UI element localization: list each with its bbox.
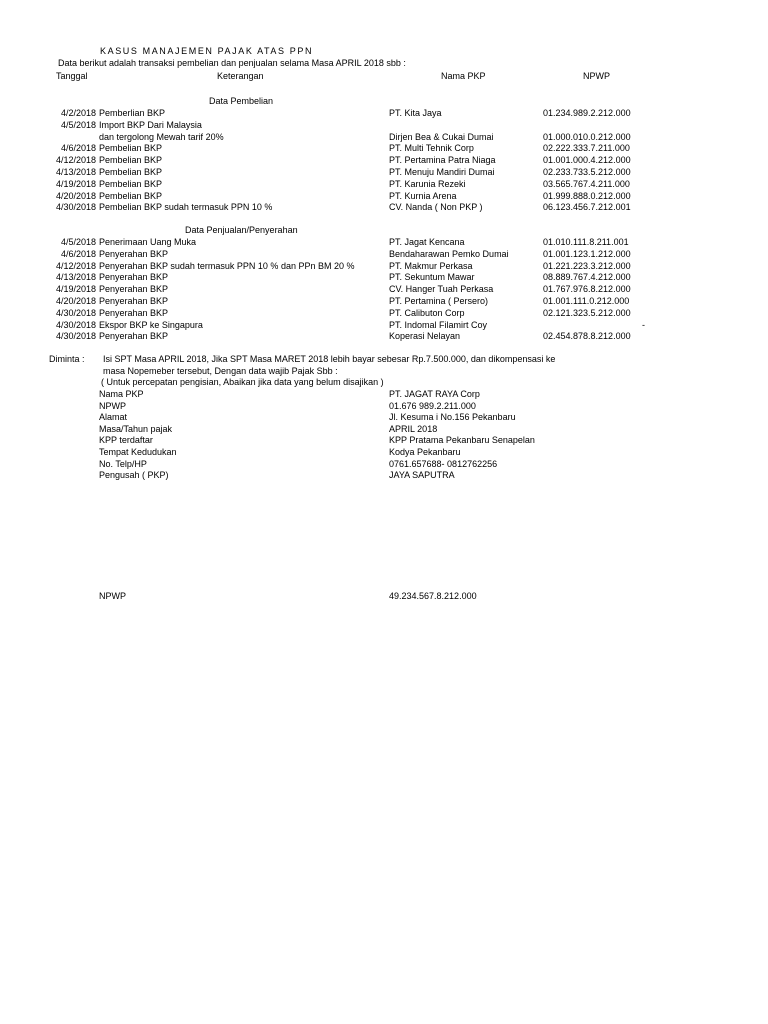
row-nama-pkp: PT. Sekuntum Mawar xyxy=(389,272,475,283)
row-description: Pembelian BKP xyxy=(99,178,163,189)
section-heading-penjualan: Data Penjualan/Penyerahan xyxy=(185,225,298,235)
intro-text: Data berikut adalah transaksi pembelian dan penjualan selama Masa APRIL 2018 sbb : xyxy=(58,58,406,68)
row-date: 4/13/2018 xyxy=(55,167,96,177)
table-row xyxy=(0,120,768,132)
row-date: 4/20/2018 xyxy=(55,190,96,201)
row-npwp: 02.233.733.5.212.000 xyxy=(543,167,631,177)
bottom-npwp-value: 49.234.567.8.212.000 xyxy=(389,591,477,601)
row-nama-pkp: PT. Indomal Filamirt Coy xyxy=(389,319,488,330)
row-description: Pembelian BKP xyxy=(99,143,163,154)
field-row xyxy=(0,459,768,471)
field-label: KPP terdaftar xyxy=(99,435,153,446)
field-row xyxy=(0,401,768,413)
row-description: dan tergolong Mewah tarif 20% xyxy=(99,131,224,142)
row-nama-pkp: PT. Makmur Perkasa xyxy=(389,260,473,271)
row-nama-pkp: PT. Pertamina Patra Niaga xyxy=(389,155,496,166)
table-row xyxy=(0,249,768,261)
field-label: Pengusah ( PKP) xyxy=(99,470,169,481)
row-npwp: 01.000.010.0.212.000 xyxy=(543,131,631,142)
field-value: Jl. Kesuma i No.156 Pekanbaru xyxy=(389,412,516,423)
table-row xyxy=(0,320,768,332)
row-description: Ekspor BKP ke Singapura xyxy=(99,319,203,330)
table-row xyxy=(0,308,768,320)
bottom-npwp-label: NPWP xyxy=(99,591,126,601)
row-description: Pembelian BKP xyxy=(99,190,163,201)
row-date: 4/5/2018 xyxy=(60,119,96,130)
table-row xyxy=(0,202,768,214)
field-label: Alamat xyxy=(99,412,128,423)
row-description: Pembelian BKP xyxy=(99,155,163,166)
diminta-line-2: masa Nopemeber tersebut, Dengan data wajib Pajak Sbb : xyxy=(103,366,338,376)
row-description: Penerimaan Uang Muka xyxy=(99,237,197,247)
row-description: Penyerahan BKP xyxy=(99,272,169,283)
row-description: Penyerahan BKP xyxy=(99,284,169,295)
row-nama-pkp: PT. Calibuton Corp xyxy=(389,307,465,318)
section-heading-pembelian: Data Pembelian xyxy=(209,96,274,106)
row-npwp: 01.010.111.8.211.001 xyxy=(543,237,629,247)
field-value: 01.676 989.2.211.000 xyxy=(389,400,476,411)
row-description: Pembelian BKP sudah termasuk PPN 10 % xyxy=(99,202,273,213)
row-date: 4/12/2018 xyxy=(55,155,96,166)
row-date: 4/30/2018 xyxy=(55,319,96,330)
header-keterangan: Keterangan xyxy=(217,71,264,81)
field-row xyxy=(0,412,768,424)
table-row xyxy=(0,167,768,179)
row-npwp: 02.454.878.8.212.000 xyxy=(543,331,631,342)
row-date: 4/19/2018 xyxy=(55,284,96,295)
row-nama-pkp: PT. Kurnia Arena xyxy=(389,190,457,201)
row-npwp: 01.234.989.2.212.000 xyxy=(543,108,631,118)
row-npwp: 02.222.333.7.211.000 xyxy=(543,143,630,154)
row-nama-pkp: Dirjen Bea & Cukai Dumai xyxy=(389,131,494,142)
row-npwp: 01.001.123.1.212.000 xyxy=(543,248,631,259)
row-nama-pkp: CV. Nanda ( Non PKP ) xyxy=(389,202,483,213)
row-description: Penyerahan BKP xyxy=(99,307,169,318)
header-nama-pkp: Nama PKP xyxy=(441,71,486,81)
row-date: 4/12/2018 xyxy=(55,260,96,271)
table-row xyxy=(0,108,768,120)
row-npwp: 03.565.767.4.211.000 xyxy=(543,178,630,189)
row-date: 4/2/2018 xyxy=(60,108,96,118)
field-value: Kodya Pekanbaru xyxy=(389,447,461,457)
row-nama-pkp: CV. Hanger Tuah Perkasa xyxy=(389,284,494,295)
field-value: 0761.657688- 0812762256 xyxy=(389,458,498,469)
table-row xyxy=(0,191,768,203)
row-npwp: 01.221.223.3.212.000 xyxy=(543,260,631,271)
table-row xyxy=(0,284,768,296)
table-row xyxy=(0,143,768,155)
row-description: Pemberlian BKP xyxy=(99,108,166,118)
table-row xyxy=(0,237,768,249)
field-value: APRIL 2018 xyxy=(389,423,438,434)
field-row xyxy=(0,470,768,482)
row-date: 4/6/2018 xyxy=(60,143,96,154)
document-title: KASUS MANAJEMEN PAJAK ATAS PPN xyxy=(100,46,314,56)
row-npwp: 01.999.888.0.212.000 xyxy=(543,190,631,201)
header-npwp: NPWP xyxy=(583,71,610,81)
field-row xyxy=(0,424,768,436)
row-npwp: 08.889.767.4.212.000 xyxy=(543,272,631,283)
row-date: 4/30/2018 xyxy=(55,202,96,213)
row-date: 4/30/2018 xyxy=(55,307,96,318)
table-row xyxy=(0,331,768,343)
row-nama-pkp: PT. Jagat Kencana xyxy=(389,237,465,247)
diminta-label: Diminta : xyxy=(49,354,85,364)
row-npwp: 02.121.323.5.212.000 xyxy=(543,307,631,318)
field-label: Nama PKP xyxy=(99,389,144,399)
row-nama-pkp: PT. Pertamina ( Persero) xyxy=(389,296,489,306)
row-nama-pkp: PT. Menuju Mandiri Dumai xyxy=(389,167,495,177)
row-date: 4/5/2018 xyxy=(60,237,96,247)
row-nama-pkp: PT. Kita Jaya xyxy=(389,108,442,118)
table-row xyxy=(0,272,768,284)
field-label: NPWP xyxy=(99,400,126,411)
row-extra-mark: - xyxy=(642,319,645,330)
table-row xyxy=(0,261,768,273)
row-description: Penyerahan BKP xyxy=(99,296,169,306)
row-nama-pkp: Koperasi Nelayan xyxy=(389,331,461,342)
row-nama-pkp: PT. Multi Tehnik Corp xyxy=(389,143,474,154)
table-row xyxy=(0,155,768,167)
row-date: 4/13/2018 xyxy=(55,272,96,283)
diminta-line-1: Isi SPT Masa APRIL 2018, Jika SPT Masa MARET 2018 lebih bayar sebesar Rp.7.500.000, dan dikompensasi ke xyxy=(103,354,556,364)
field-row xyxy=(0,389,768,401)
row-description: Penyerahan BKP xyxy=(99,331,169,342)
row-npwp: 01.001.000.4.212.000 xyxy=(543,155,631,166)
row-npwp: 01.767.976.8.212.000 xyxy=(543,284,631,295)
field-row xyxy=(0,435,768,447)
row-npwp: 01.001.111.0.212.000 xyxy=(543,296,630,306)
diminta-line-3: ( Untuk percepatan pengisian, Abaikan jika data yang belum disajikan ) xyxy=(101,377,384,387)
row-date: 4/19/2018 xyxy=(55,178,96,189)
row-nama-pkp: Bendaharawan Pemko Dumai xyxy=(389,248,509,259)
field-row xyxy=(0,447,768,459)
field-value: JAYA SAPUTRA xyxy=(389,470,455,481)
row-date: 4/6/2018 xyxy=(60,248,96,259)
field-label: Masa/Tahun pajak xyxy=(99,423,173,434)
field-value: KPP Pratama Pekanbaru Senapelan xyxy=(389,435,535,446)
table-row xyxy=(0,296,768,308)
field-value: PT. JAGAT RAYA Corp xyxy=(389,389,480,399)
header-tanggal: Tanggal xyxy=(56,71,88,81)
row-npwp: 06.123.456.7.212.001 xyxy=(543,202,631,213)
row-description: Import BKP Dari Malaysia xyxy=(99,119,202,130)
row-description: Penyerahan BKP xyxy=(99,248,169,259)
row-description: Pembelian BKP xyxy=(99,167,163,177)
row-description: Penyerahan BKP sudah termasuk PPN 10 % dan PPn BM 20 % xyxy=(99,260,355,271)
table-row xyxy=(0,132,768,144)
table-row xyxy=(0,179,768,191)
field-label: Tempat Kedudukan xyxy=(99,447,177,457)
field-label: No. Telp/HP xyxy=(99,458,147,469)
row-date: 4/20/2018 xyxy=(55,296,96,306)
row-nama-pkp: PT. Karunia Rezeki xyxy=(389,178,466,189)
row-date: 4/30/2018 xyxy=(55,331,96,342)
